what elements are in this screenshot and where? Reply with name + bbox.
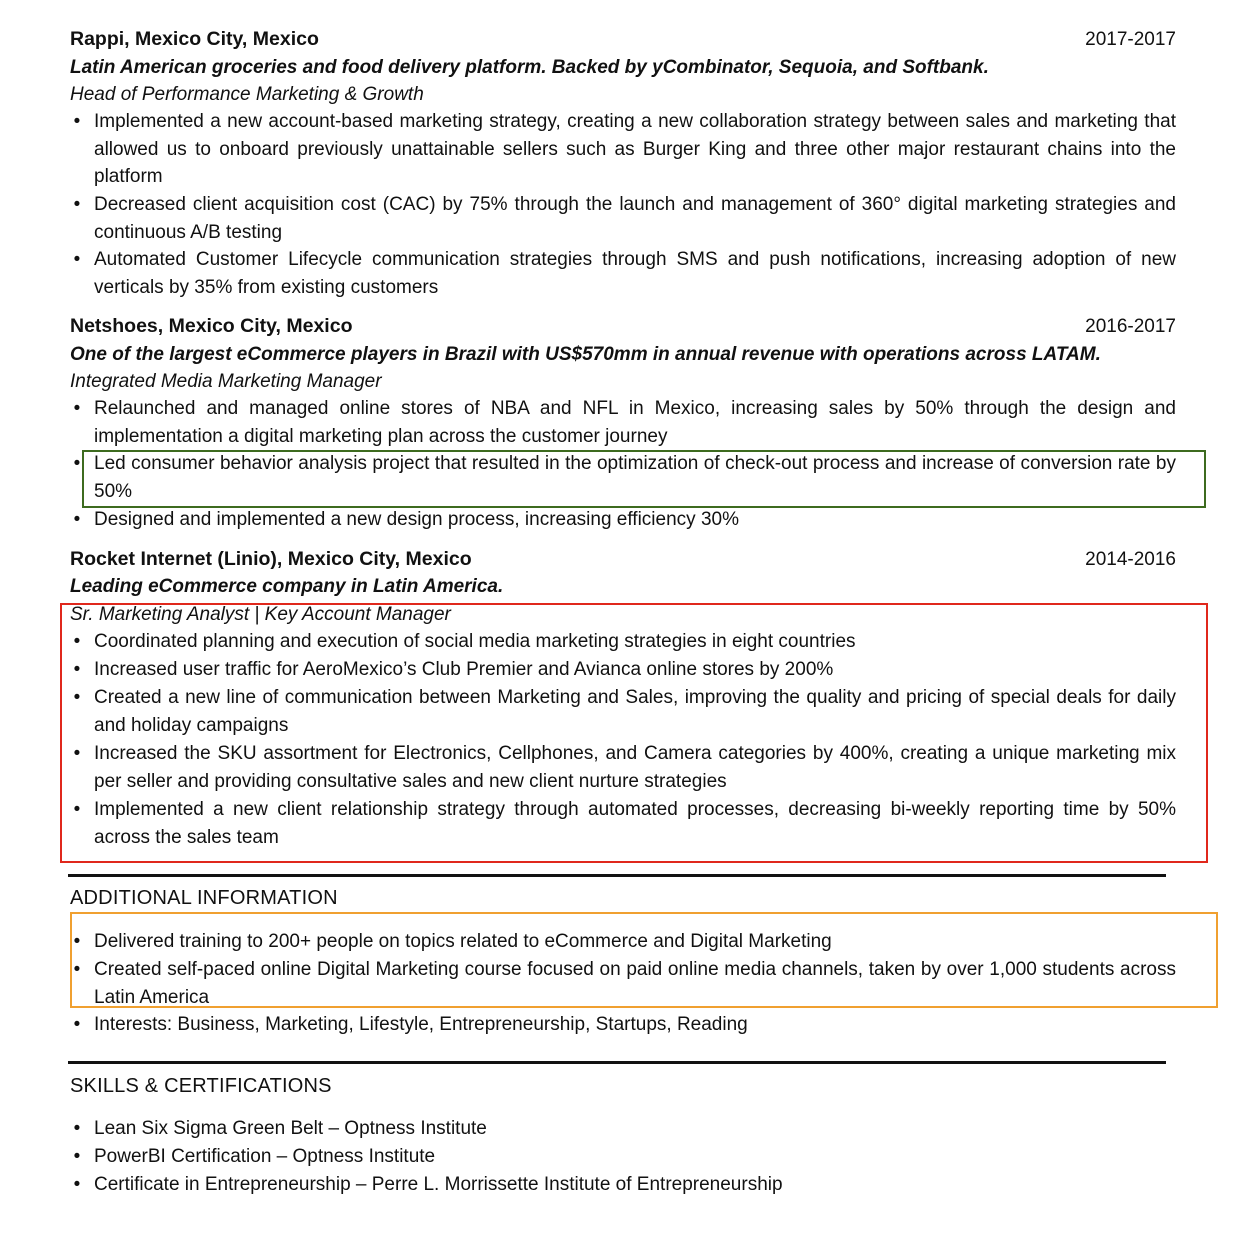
bullet-icon: • bbox=[73, 1146, 81, 1167]
bullet-icon: • bbox=[73, 1174, 81, 1195]
bullet-icon: • bbox=[73, 799, 81, 820]
bullet-text: Relaunched and managed online stores of NBA and NFL in Mexico, increasing sales by 50% through the design and implementation a digital marketing plan across the customer journey bbox=[94, 398, 1176, 447]
bullet-text: Created a new line of communication between Marketing and Sales, improving the quality and pricing of special deals for daily and holiday campaigns bbox=[94, 687, 1176, 736]
bullet-icon: • bbox=[73, 249, 81, 270]
bullet-icon: • bbox=[73, 398, 81, 419]
bullet-icon: • bbox=[73, 453, 81, 474]
employment-dates: 2014-2016 bbox=[1085, 549, 1176, 570]
bullet-icon: • bbox=[73, 631, 81, 652]
list-item bbox=[70, 246, 1176, 301]
bullet-icon: • bbox=[73, 931, 81, 952]
list-item bbox=[70, 506, 1176, 534]
list-item bbox=[70, 1143, 1176, 1171]
list-item bbox=[70, 191, 1176, 246]
bullet-text: PowerBI Certification – Optness Institute bbox=[94, 1146, 436, 1167]
bullet-text: Created self-paced online Digital Marketing course focused on paid online media channels, taken by over 1,000 students across Latin America bbox=[94, 959, 1176, 1008]
list-item bbox=[70, 450, 1176, 505]
list-item bbox=[70, 656, 1176, 684]
bullet-icon: • bbox=[73, 194, 81, 215]
list-item bbox=[70, 1011, 1176, 1039]
job-title: Integrated Media Marketing Manager bbox=[70, 371, 382, 392]
list-item bbox=[70, 956, 1176, 1011]
bullet-text: Implemented a new client relationship strategy through automated processes, decreasing bi-weekly reporting time by 50% across the sales team bbox=[94, 799, 1176, 848]
bullet-text: Designed and implemented a new design process, increasing efficiency 30% bbox=[94, 509, 739, 530]
bullet-text: Decreased client acquisition cost (CAC) by 75% through the launch and management of 360° digital marketing strategies and continuous A/B testing bbox=[94, 194, 1176, 243]
company-tagline: One of the largest eCommerce players in Brazil with US$570mm in annual revenue with operations across LATAM. bbox=[70, 344, 1101, 365]
section-title: SKILLS & CERTIFICATIONS bbox=[70, 1075, 332, 1097]
job-title: Sr. Marketing Analyst | Key Account Manager bbox=[70, 604, 451, 625]
section-title: ADDITIONAL INFORMATION bbox=[70, 887, 338, 909]
company-name: Rappi, Mexico City, Mexico bbox=[70, 28, 319, 50]
list-item bbox=[70, 395, 1176, 450]
bullet-text: Increased the SKU assortment for Electronics, Cellphones, and Camera categories by 400%, creating a unique marketing mix per seller and providing consultative sales and new client nurture strategies bbox=[94, 743, 1176, 792]
bullet-icon: • bbox=[73, 111, 81, 132]
bullet-text: Interests: Business, Marketing, Lifestyle, Entrepreneurship, Startups, Reading bbox=[94, 1014, 748, 1035]
job-title: Head of Performance Marketing & Growth bbox=[70, 84, 424, 105]
list-item bbox=[70, 928, 1176, 956]
list-item bbox=[70, 628, 1176, 656]
bullet-icon: • bbox=[73, 1118, 81, 1139]
bullet-text: Coordinated planning and execution of social media marketing strategies in eight countries bbox=[94, 631, 856, 652]
list-item bbox=[70, 796, 1176, 851]
section-divider bbox=[68, 874, 1166, 877]
bullet-text: Automated Customer Lifecycle communication strategies through SMS and push notifications, increasing adoption of new verticals by 35% from existing customers bbox=[94, 249, 1176, 298]
list-item bbox=[70, 1115, 1176, 1143]
bullet-text: Lean Six Sigma Green Belt – Optness Institute bbox=[94, 1118, 487, 1139]
bullet-text: Increased user traffic for AeroMexico’s Club Premier and Avianca online stores by 200% bbox=[94, 659, 834, 680]
list-item bbox=[70, 108, 1176, 191]
bullet-icon: • bbox=[73, 959, 81, 980]
list-item bbox=[70, 1171, 1176, 1199]
bullet-icon: • bbox=[73, 687, 81, 708]
company-name: Rocket Internet (Linio), Mexico City, Mexico bbox=[70, 548, 472, 570]
employment-dates: 2017-2017 bbox=[1085, 29, 1176, 50]
list-item bbox=[70, 684, 1176, 739]
company-tagline: Leading eCommerce company in Latin America. bbox=[70, 576, 504, 597]
company-name: Netshoes, Mexico City, Mexico bbox=[70, 315, 353, 337]
company-tagline: Latin American groceries and food delivery platform. Backed by yCombinator, Sequoia, and Softbank. bbox=[70, 57, 989, 78]
bullet-text: Certificate in Entrepreneurship – Perre L. Morrissette Institute of Entrepreneurship bbox=[94, 1174, 783, 1195]
bullet-text: Delivered training to 200+ people on topics related to eCommerce and Digital Marketing bbox=[94, 931, 832, 952]
bullet-icon: • bbox=[73, 1014, 81, 1035]
bullet-text: Implemented a new account-based marketing strategy, creating a new collaboration strategy between sales and marketing that allowed us to onboard previously unattainable sellers such as Burger King and three other major restaurant chains into the platform bbox=[94, 111, 1176, 187]
employment-dates: 2016-2017 bbox=[1085, 316, 1176, 337]
bullet-icon: • bbox=[73, 509, 81, 530]
bullet-icon: • bbox=[73, 659, 81, 680]
bullet-text: Led consumer behavior analysis project that resulted in the optimization of check-out process and increase of conversion rate by 50% bbox=[94, 453, 1176, 502]
section-divider bbox=[68, 1061, 1166, 1064]
list-item bbox=[70, 740, 1176, 795]
bullet-icon: • bbox=[73, 743, 81, 764]
